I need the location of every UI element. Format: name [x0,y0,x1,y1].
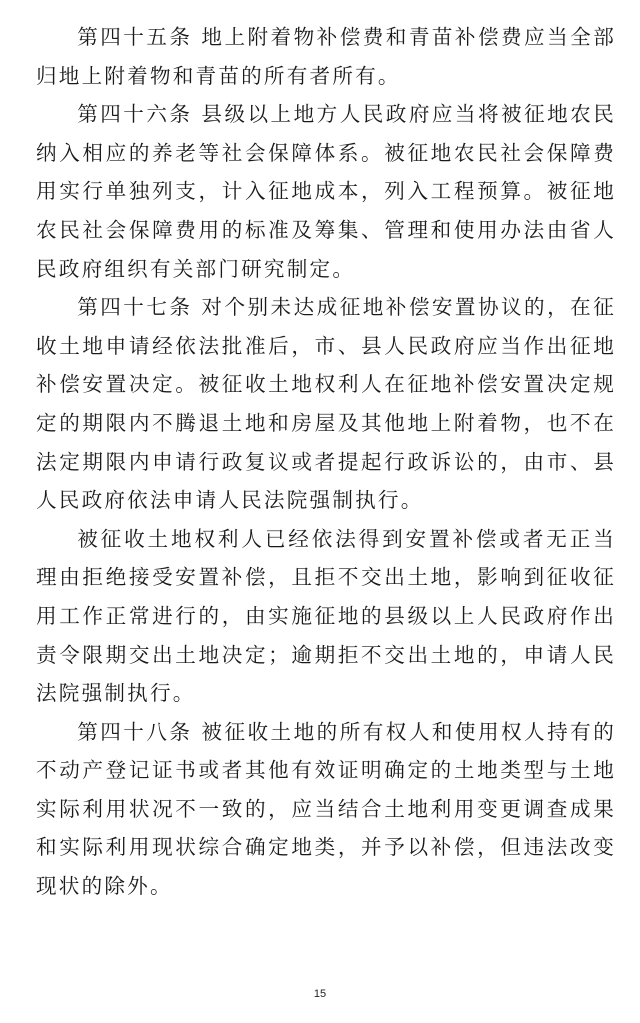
document-body [36,18,616,906]
paragraph-text: 县级以上地方人民政府应当将被征地农民纳入相应的养老等社会保障体系。被征地农民社会保障费用实行单独列支，计入征地成本，列入工程预算。被征地农民社会保障费用的标准及筹集、管理和使用办法由省人民政府组织有关部门研究制定。 [36,102,616,281]
paragraph-article-48 [36,713,616,906]
paragraph-article-46 [36,95,616,288]
article-number: 第四十五条 [77,25,193,49]
paragraph-text: 被征收土地的所有权人和使用权人持有的不动产登记证书或者其他有效证明确定的土地类型与土地实际利用状况不一致的，应当结合土地利用变更调查成果和实际利用现状综合确定地类，并予以补偿，但违法改变现状的除外。 [36,719,616,899]
paragraph-article-47 [36,288,616,520]
paragraph-article-45 [36,18,616,95]
paragraph-text: 对个别未达成征地补偿安置协议的，在征收土地申请经依法批准后，市、县人民政府应当作出征地补偿安置决定。被征收土地权利人在征地补偿安置决定规定的期限内不腾退土地和房屋及其他地上附着物，也不在法定期限内申请行政复议或者提起行政诉讼的，由市、县人民政府依法申请人民法院强制执行。 [36,295,616,513]
article-number: 第四十七条 [77,295,193,320]
paragraph-text: 被征收土地权利人已经依法得到安置补偿或者无正当理由拒绝接受安置补偿，且拒不交出土地，影响到征收征用工作正常进行的，由实施征地的县级以上人民政府作出责令限期交出土地决定；逾期拒不交出土地的，申请人民法院强制执行。 [36,526,616,706]
paragraph-article-47-clause-2 [36,520,616,713]
article-number: 第四十六条 [77,102,193,127]
article-number: 第四十八条 [77,719,193,744]
paragraph-text: 地上附着物补偿费和青苗补偿费应当全部归地上附着物和青苗的所有者所有。 [36,25,616,88]
page-number: 15 [313,988,327,1000]
